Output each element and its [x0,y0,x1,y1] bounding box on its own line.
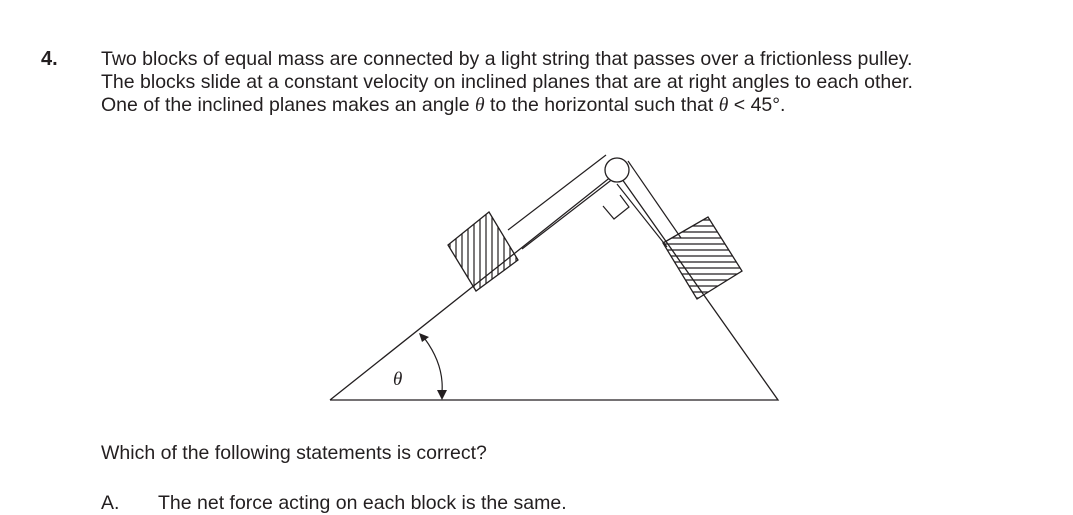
stem-line-3 [101,94,1061,117]
question-stem [101,48,1061,117]
left-block [448,200,518,300]
right-block [655,217,750,299]
stem-line-2: The blocks slide at a constant velocity on inclined planes that are at right angles to each other. [101,71,913,93]
string-left [508,155,614,249]
angle-arrowhead-bottom [437,390,447,400]
option-text: The net force acting on each block is the same. [158,492,567,514]
stem-line-1: Two blocks of equal mass are connected by a light string that passes over a frictionless pulley. [101,48,913,70]
condition-inequality: < 45°. [728,94,786,116]
angle-arc [419,333,447,400]
stem-line-3-start: One of the inclined planes makes an angle [101,94,475,116]
stem-line-3-middle: to the horizontal such that [484,94,719,116]
question-prompt: Which of the following statements is correct? [101,442,487,464]
angle-label: θ [393,369,403,390]
theta-symbol: θ [475,95,485,116]
right-angle-marker [603,195,629,219]
inclined-planes-diagram [320,150,790,410]
angle-arrowhead-top [419,333,429,342]
option-letter: A. [101,492,120,514]
condition-theta-symbol: θ [718,95,729,116]
pulley [605,158,629,182]
question-number: 4. [41,48,58,70]
